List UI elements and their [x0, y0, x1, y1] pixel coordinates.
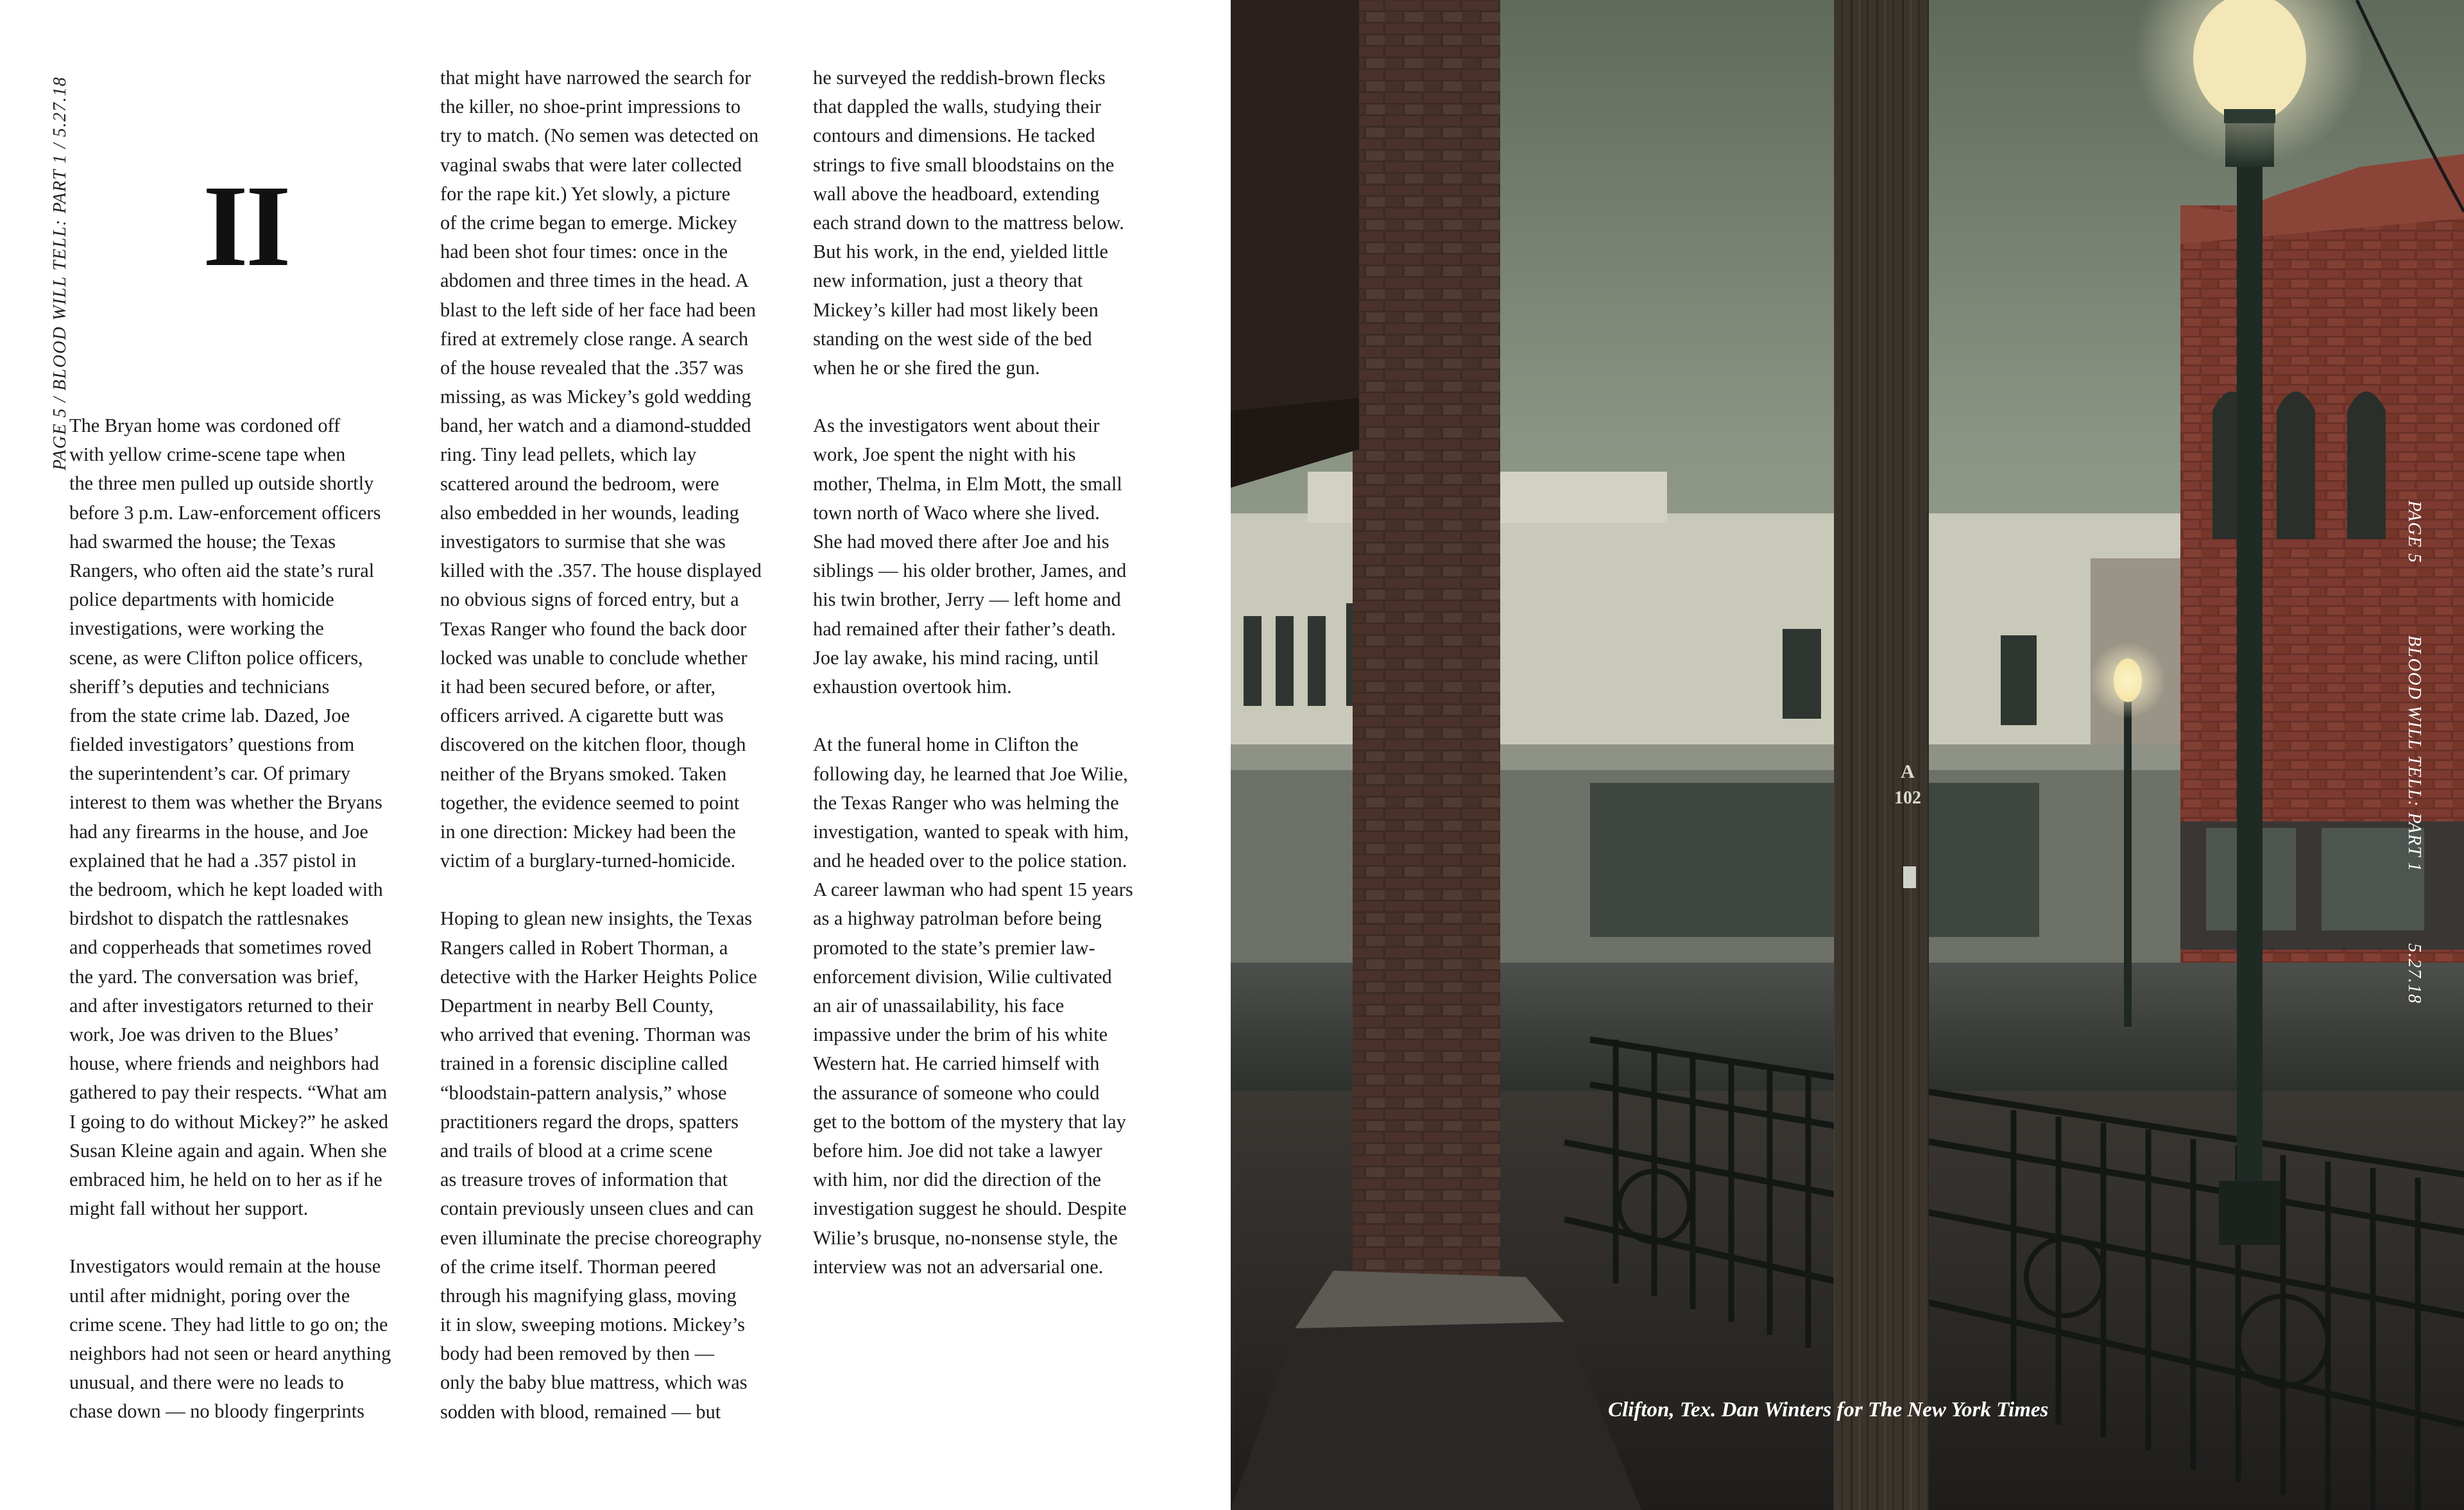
photo-caption: Clifton, Tex. Dan Winters for The New York Times	[1608, 1398, 2049, 1421]
text-line: as treasure troves of information that	[440, 1169, 728, 1191]
text-line: even illuminate the precise choreography	[440, 1226, 762, 1249]
text-line: Rangers, who often aid the state’s rural	[69, 559, 375, 581]
text-line: neighbors had not seen or heard anything	[69, 1343, 391, 1364]
text-line: “bloodstain-pattern analysis,” whose	[440, 1081, 727, 1104]
text-line: in one direction: Mickey had been the	[440, 820, 736, 843]
text-line: when he or she fired the gun.	[813, 356, 1040, 379]
article-page	[0, 0, 1231, 1510]
text-line: trained in a forensic discipline called	[440, 1052, 728, 1075]
text-line: house, where friends and neighbors had	[69, 1052, 379, 1075]
text-line: explained that he had a .357 pistol in	[69, 849, 357, 871]
text-line: the bedroom, which he kept loaded with	[69, 879, 383, 900]
text-column-2	[440, 64, 797, 1427]
text-line: who arrived that evening. Thorman was	[440, 1024, 751, 1046]
text-line: new information, just a theory that	[813, 270, 1083, 292]
text-line: with yellow crime-scene tape when	[69, 443, 346, 466]
text-line: practitioners regard the drops, spatters	[440, 1110, 739, 1133]
text-line: for the rape kit.) Yet slowly, a picture	[440, 182, 731, 205]
text-line: The Bryan home was cordoned off	[69, 415, 341, 436]
street-photograph	[1231, 0, 2464, 1510]
text-line: investigation suggest he should. Despite	[813, 1197, 1127, 1220]
text-line: I going to do without Mickey?” he asked	[69, 1110, 389, 1133]
page-folio-right	[2404, 501, 2450, 1065]
text-line: try to match. (No semen was detected on	[440, 124, 759, 147]
text-line: standing on the west side of the bed	[813, 327, 1092, 350]
text-line: contours and dimensions. He tacked	[813, 124, 1095, 147]
text-line: Department in nearby Bell County,	[440, 995, 714, 1017]
text-line: chase down — no bloody fingerprints	[69, 1400, 364, 1423]
text-line: and trails of blood at a crime scene	[440, 1139, 713, 1162]
text-line: the killer, no shoe-print impressions to	[440, 96, 741, 118]
text-line: ring. Tiny lead pellets, which lay	[440, 443, 697, 466]
text-line: Western hat. He carried himself with	[813, 1052, 1100, 1075]
text-line: locked was unable to conclude whether	[440, 646, 748, 669]
text-line: and after investigators returned to their	[69, 994, 373, 1017]
text-line: Rangers called in Robert Thorman, a	[440, 936, 728, 959]
text-line: each strand down to the mattress below.	[813, 211, 1124, 234]
folio-right-date: 5.27.18	[2404, 943, 2424, 1004]
text-line: the assurance of someone who could	[813, 1081, 1100, 1104]
text-line: it had been secured before, or after,	[440, 675, 716, 698]
pole-marker	[1903, 866, 1916, 888]
text-line: had been shot four times: once in the	[440, 241, 728, 263]
text-line: get to the bottom of the mystery that lay	[813, 1110, 1126, 1133]
text-line: of the crime began to emerge. Mickey	[440, 211, 737, 234]
text-line: vaginal swabs that were later collected	[440, 153, 742, 176]
text-line: investigations, were working the	[69, 617, 324, 640]
pillar-base	[1295, 1271, 1564, 1328]
text-line: his twin brother, Jerry — left home and	[813, 588, 1121, 611]
text-line: fired at extremely close range. A search	[440, 327, 749, 350]
text-line: following day, he learned that Joe Wilie,	[813, 762, 1128, 785]
text-line: blast to the left side of her face had been	[440, 298, 756, 321]
text-column-3	[813, 64, 1172, 1282]
pole-tag-letter: A	[1901, 761, 1915, 782]
text-line: together, the evidence seemed to point	[440, 791, 740, 814]
text-line: interview was not an adversarial one.	[813, 1255, 1104, 1278]
pole-tag-number: 102	[1894, 788, 1921, 808]
text-line: gathered to pay their respects. “What am	[69, 1081, 388, 1104]
text-line: enforcement division, Wilie cultivated	[813, 965, 1112, 988]
text-line: sheriff’s deputies and technicians	[69, 675, 330, 698]
utility-pole	[1834, 0, 1929, 1510]
paragraph-break	[813, 701, 1172, 730]
text-line: until after midnight, poring over the	[69, 1284, 350, 1307]
text-line: fielded investigators’ questions from	[69, 734, 355, 756]
text-line: the superintendent’s car. Of primary	[69, 762, 350, 785]
text-line: mother, Thelma, in Elm Mott, the small	[813, 472, 1122, 495]
text-line: discovered on the kitchen floor, though	[440, 734, 746, 756]
text-line: the three men pulled up outside shortly	[69, 472, 374, 495]
text-line: As the investigators went about their	[813, 415, 1100, 437]
text-line: A career lawman who had spent 15 years	[813, 879, 1133, 901]
text-line: interest to them was whether the Bryans	[69, 791, 382, 814]
text-line: impassive under the brim of his white	[813, 1024, 1108, 1046]
overhang-beam	[1231, 0, 1359, 411]
text-line: had remained after their father’s death.	[813, 617, 1116, 640]
text-line: of the crime itself. Thorman peered	[440, 1255, 716, 1278]
text-line: victim of a burglary-turned-homicide.	[440, 850, 736, 872]
text-line: neither of the Bryans smoked. Taken	[440, 762, 727, 785]
text-line: sodden with blood, remained — but	[440, 1400, 721, 1423]
text-line: But his work, in the end, yielded little	[813, 241, 1109, 263]
chapter-numeral: II	[203, 162, 289, 291]
text-line: Hoping to glean new insights, the Texas	[440, 907, 753, 930]
text-line: killed with the .357. The house displayed	[440, 560, 762, 582]
text-line: band, her watch and a diamond-studded	[440, 415, 751, 437]
text-line: body had been removed by then —	[440, 1343, 715, 1365]
folio-right-page: PAGE 5	[2404, 501, 2424, 563]
text-line: that might have narrowed the search for	[440, 67, 751, 89]
text-line: police departments with homicide	[69, 588, 334, 611]
text-line: scattered around the bedroom, were	[440, 472, 719, 495]
text-line: scene, as were Clifton police officers,	[69, 646, 363, 669]
text-line: Wilie’s brusque, no-nonsense style, the	[813, 1226, 1118, 1249]
text-line: investigators to surmise that she was	[440, 531, 726, 553]
text-line: only the baby blue mattress, which was	[440, 1371, 748, 1394]
text-line: as a highway patrolman before being	[813, 907, 1102, 930]
text-line: had swarmed the house; the Texas	[69, 530, 336, 553]
text-line: strings to five small bloodstains on the	[813, 153, 1115, 176]
text-line: an air of unassailability, his face	[813, 995, 1065, 1017]
text-line: contain previously unseen clues and can	[440, 1197, 754, 1220]
text-line: investigation, wanted to speak with him,	[813, 820, 1129, 843]
text-line: work, Joe was driven to the Blues’	[69, 1023, 340, 1045]
text-line: and he headed over to the police station.	[813, 850, 1127, 872]
text-line: also embedded in her wounds, leading	[440, 501, 739, 524]
text-line: Texas Ranger who found the back door	[440, 617, 747, 640]
text-line: officers arrived. A cigarette butt was	[440, 705, 724, 727]
text-line: Joe lay awake, his mind racing, until	[813, 646, 1099, 669]
brick-pillar	[1353, 0, 1500, 1309]
text-line: Susan Kleine again and again. When she	[69, 1139, 387, 1162]
text-line: unusual, and there were no leads to	[69, 1371, 344, 1394]
text-line: the yard. The conversation was brief,	[69, 965, 359, 988]
text-line: had any firearms in the house, and Joe	[69, 820, 368, 843]
text-line: She had moved there after Joe and his	[813, 531, 1109, 553]
text-line: that dappled the walls, studying their	[813, 96, 1102, 118]
page-folio-left: PAGE 5 / BLOOD WILL TELL: PART 1 / 5.27.18	[50, 76, 70, 470]
text-line: detective with the Harker Heights Police	[440, 965, 757, 988]
text-line: town north of Waco where she lived.	[813, 501, 1100, 524]
paragraph-break	[440, 875, 797, 904]
paragraph-break	[813, 382, 1172, 411]
text-line: and copperheads that sometimes roved	[69, 936, 372, 959]
text-column-1	[69, 411, 429, 1427]
text-line: abdomen and three times in the head. A	[440, 270, 749, 292]
text-line: missing, as was Mickey’s gold wedding	[440, 386, 751, 408]
text-line: siblings — his older brother, James, and	[813, 560, 1127, 582]
text-line: from the state crime lab. Dazed, Joe	[69, 704, 350, 726]
text-line: no obvious signs of forced entry, but a	[440, 588, 739, 611]
text-line: of the house revealed that the .357 was	[440, 356, 744, 379]
text-line: the Texas Ranger who was helming the	[813, 791, 1119, 814]
paragraph-break	[69, 1223, 429, 1252]
text-line: Investigators would remain at the house	[69, 1255, 381, 1278]
text-line: with him, nor did the direction of the	[813, 1169, 1102, 1191]
text-line: he surveyed the reddish-brown flecks	[813, 67, 1106, 89]
text-line: before 3 p.m. Law-enforcement officers	[69, 501, 381, 524]
text-line: before him. Joe did not take a lawyer	[813, 1139, 1102, 1162]
text-line: might fall without her support.	[69, 1197, 309, 1220]
text-line: work, Joe spent the night with his	[813, 443, 1076, 466]
text-line: through his magnifying glass, moving	[440, 1284, 737, 1307]
text-line: crime scene. They had little to go on; the	[69, 1313, 388, 1335]
text-line: At the funeral home in Clifton the	[813, 734, 1079, 756]
folio-right-title: BLOOD WILL TELL: PART 1	[2404, 635, 2424, 873]
text-line: promoted to the state’s premier law-	[813, 936, 1095, 959]
text-line: embraced him, he held on to her as if he	[69, 1168, 382, 1190]
text-line: birdshot to dispatch the rattlesnakes	[69, 907, 349, 930]
text-line: wall above the headboard, extending	[813, 182, 1100, 205]
text-line: it in slow, sweeping motions. Mickey’s	[440, 1314, 745, 1336]
text-line: exhaustion overtook him.	[813, 675, 1012, 698]
text-line: Mickey’s killer had most likely been	[813, 298, 1099, 321]
